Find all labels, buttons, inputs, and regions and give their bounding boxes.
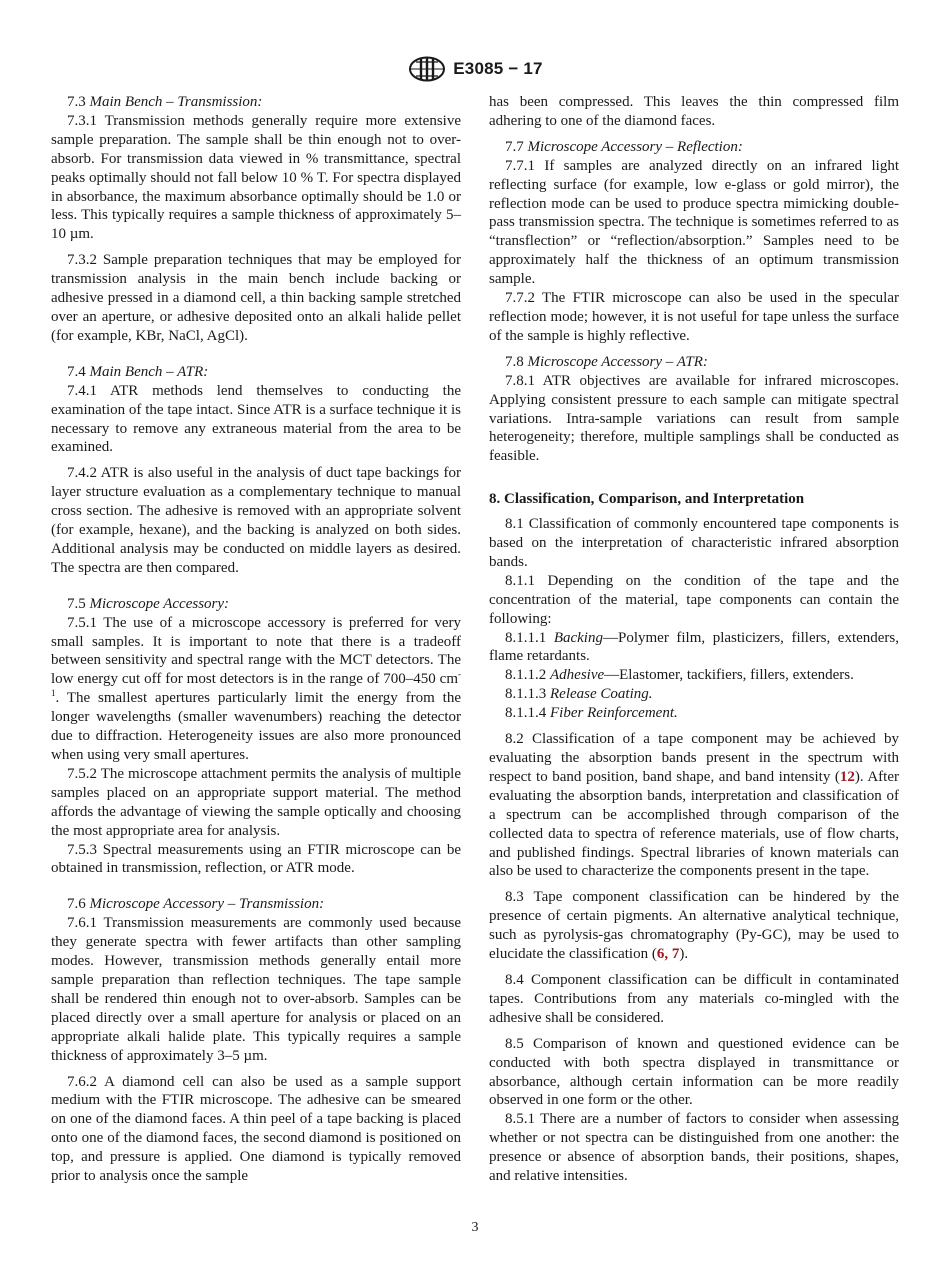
- document-designation: E3085 − 17: [453, 59, 543, 78]
- paragraph-8-1-1-3: 8.1.1.3 Release Coating.: [505, 686, 653, 703]
- paragraph-7-7-2: 7.7.2 The FTIR microscope can also be used in the specular reflection mode; however, it is not useful for tape unless the surface of the sample is highly reflective.: [489, 290, 899, 344]
- paragraph-7-3-2: 7.3.2 Sample preparation techniques that may be employed for transmission analysis in the main bench include backing or adhesive pressed in a diamond cell, a thin backing sample stretched over an aperture, or adhesive deposited onto an alkali halide pellet (for example, KBr, NaCl, AgCl).: [51, 252, 461, 344]
- paragraph-8-5-1: 8.5.1 There are a number of factors to consider when assessing whether or not spectra can be distinguished from one another: the presence or absence of absorption bands, their positions, shapes, and relative intensities.: [489, 1111, 899, 1185]
- section-7-7-heading: 7.7 Microscope Accessory – Reflection:: [505, 138, 743, 155]
- paragraph-7-4-2: 7.4.2 ATR is also useful in the analysis of duct tape backings for layer structure evaluation as a complementary technique to manual cross section. The adhesive is removed with an appropriate solvent (for example, hexane), and the backing is analyzed on both sides. Additional analysis may be conducted on middle layers as desired. The spectra are then compared.: [51, 465, 461, 576]
- right-column: [489, 93, 899, 1186]
- paragraph-7-4-1: 7.4.1 ATR methods lend themselves to conducting the examination of the tape intact. Since ATR is a surface technique it is necessary to remove any extraneous material from the area to be examined.: [51, 382, 461, 456]
- section-7-5-heading: 7.5 Microscope Accessory:: [67, 595, 230, 612]
- reference-link-6-7[interactable]: 6, 7: [656, 946, 680, 963]
- paragraph-8-1: 8.1 Classification of commonly encountered tape components is based on the interpretation of characteristic infrared absorption bands.: [489, 516, 899, 570]
- section-7-4-heading: 7.4 Main Bench – ATR:: [67, 363, 209, 380]
- paragraph-7-6-2: 7.6.2 A diamond cell can also be used as a sample support medium with the FTIR microscope. The adhesive can be smeared on one of the diamond faces. A thin peel of a tape backing is placed onto one of the diamond faces, the second diamond is positioned on top, and pressure is applied. One diamond is typically removed prior to analysis once the sample: [51, 1073, 461, 1185]
- paragraph-8-1-1-2: 8.1.1.2 Adhesive—Elastomer, tackifiers, fillers, extenders.: [505, 667, 854, 684]
- section-7-3-heading: 7.3 Main Bench – Transmission:: [67, 94, 263, 110]
- left-column: [51, 93, 461, 1186]
- paragraph-7-5-2: 7.5.2 The microscope attachment permits the analysis of multiple samples placed on an appropriate support material. The method affords the advantage of viewing the sample optically and choosing the most appropriate area for analysis.: [51, 765, 461, 839]
- reference-link-12[interactable]: 12: [839, 768, 855, 785]
- paragraph-7-6-1: 7.6.1 Transmission measurements are commonly used because they generate spectra with fewer artifacts than other sampling modes. However, transmission methods generally entail more sample preparation than reflection techniques. The tape sample shall be rendered thin enough not to over-absorb. Samples can be placed directly over a small aperture for analysis or placed on an appropriate alkali halide plate. This typically requires a sample thickness of approximately 3–5 µm.: [51, 915, 461, 1064]
- paragraph-7-5-1: 7.5.1 The use of a microscope accessory is preferred for very small samples. It is important to note that there is a tradeoff between sensitivity and spectral range with the MCT detectors. The low energy cut off for most detectors is in the range of 700–450 $cm^{-1}$. The smallest apertures particularly limit the energy from the longer wavelengths (smaller wavenumbers) reaching the detector due to diffraction. Heterogeneity issues are also more pronounced when using very small apertures.: [51, 614, 461, 763]
- paragraph-7-6-2-continued: has been compressed. This leaves the thin compressed film adhering to one of the diamond faces.: [489, 94, 899, 129]
- section-7-6-heading: 7.6 Microscope Accessory – Transmission:: [67, 896, 325, 913]
- paragraph-8-4: 8.4 Component classification can be difficult in contaminated tapes. Contributions from any materials co-mingled with the adhesive shall be considered.: [489, 971, 899, 1026]
- section-7-8-heading: 7.8 Microscope Accessory – ATR:: [505, 353, 708, 370]
- section-8-heading: 8. Classification, Comparison, and Interpretation: [489, 491, 805, 508]
- paragraph-8-5: 8.5 Comparison of known and questioned evidence can be conducted with both spectra displayed in transmittance or absorbance, although certain information can be more readily observed in one form or the other.: [489, 1035, 899, 1109]
- paragraph-8-1-1: 8.1.1 Depending on the condition of the tape and the concentration of the material, tape components can contain the following:: [489, 572, 899, 627]
- paragraph-7-7-1: 7.7.1 If samples are analyzed directly on an infrared light reflecting surface (for example, low e-glass or gold mirror), the reflection mode can be used to produce spectra mimicking double-pass transmission spectra. The technique is sometimes referred to as “transflection” or “reflection/absorption.” Samples need to be approximately half the thickness of an optimum transmission sample.: [489, 157, 899, 288]
- paragraph-7-3-1: 7.3.1 Transmission methods generally require more extensive sample preparation. The sample shall be thin enough not to over-absorb. For transmission data viewed in % transmittance, spectral peaks optimally should not fall below 10 % T. For spectra displayed in absorbance, the maximum absorbance optimally should be 1.0 or less. This typically requires a sample thickness of approximately 5–10 µm.: [51, 112, 461, 243]
- astm-logo-icon: [407, 56, 447, 82]
- paragraph-7-8-1: 7.8.1 ATR objectives are available for infrared microscopes. Applying consistent pressure to each sample can mitigate spectral variations. Intra-sample variations can result from sample heterogeneity; therefore, multiple samplings shall be conducted as feasible.: [489, 372, 899, 465]
- paragraph-8-3: 8.3 Tape component classification can be hindered by the presence of certain pigments. An alternative analytical technique, such as pyrolysis-gas chromatography (Py-GC), may be used to elucidate the classification (6, 7).: [489, 889, 899, 963]
- paragraph-8-1-1-1: 8.1.1.1 Backing—Polymer film, plasticizers, fillers, extenders, flame retardants.: [489, 629, 900, 665]
- page-number: 3: [471, 1220, 479, 1235]
- paragraph-8-1-1-4: 8.1.1.4 Fiber Reinforcement.: [505, 705, 678, 722]
- page-header: [0, 56, 950, 82]
- paragraph-7-5-3: 7.5.3 Spectral measurements using an FTIR microscope can be obtained in transmission, reflection, or ATR mode.: [51, 841, 461, 877]
- paragraph-8-2: 8.2 Classification of a tape component may be achieved by evaluating the absorption bands present in the spectrum with respect to band position, band shape, and band intensity (12). After evaluating the absorption bands, interpretation and classification of a spectrum can be accomplished through comparison of the collected data to spectra of reference materials, use of flow charts, and published findings. Spectral libraries of known materials can also be used to characterize the components present in the tape.: [489, 731, 899, 880]
